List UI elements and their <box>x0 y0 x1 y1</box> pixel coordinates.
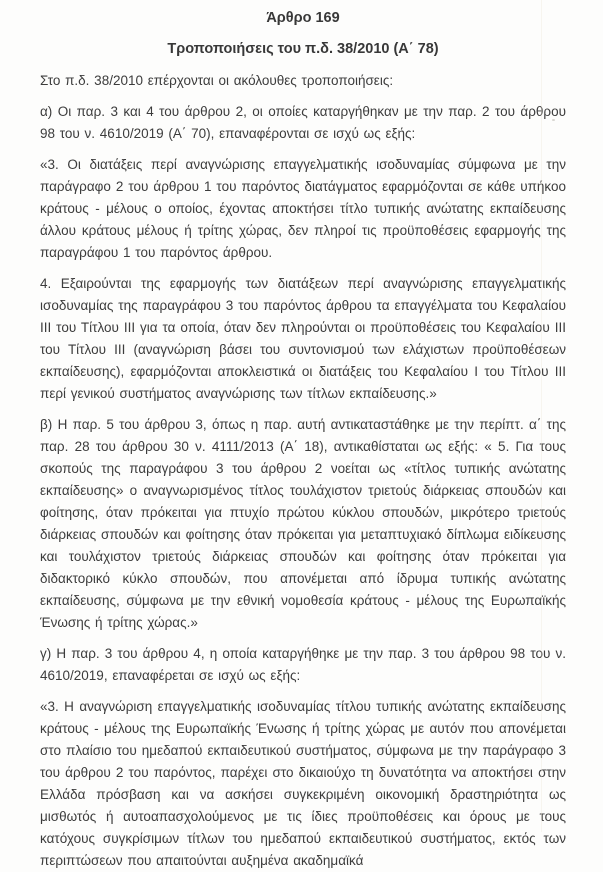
article-subtitle: Τροποποιήσεις του π.δ. 38/2010 (Α΄ 78) <box>167 41 439 57</box>
paragraph-item-a: α) Οι παρ. 3 και 4 του άρθρου 2, οι οποίες καταργήθηκαν με την παρ. 2 του άρθρου 98 του ν. 4610/2019 (Α΄ 70), επαναφέρονται σε ισχύ ως εξής: <box>40 104 566 141</box>
paragraph-quote-4: 4. Εξαιρούνται της εφαρμογής των διατάξεων περί αναγνώρισης επαγγελματικής ισοδυναμίας της παραγράφου 3 του παρόντος άρθρου τα επαγγέλματα του Κεφαλαίου III του Τίτλου III για τα οποία, όταν δεν πληρούνται οι προϋποθέσεις του Κεφαλαίου III του Τίτλου III (αναγνώριση βάσει του συντονισμού των ελάχιστων προϋποθέσεων εκπαίδευσης), εφαρμόζονται αποκλειστικά οι διατάξεις του Κεφαλαίου I του Τίτλου III περί γενικού συστήματος αναγνώρισης των τίτλων εκπαίδευσης.» <box>40 276 566 401</box>
scan-fold-line <box>541 0 542 832</box>
scan-artifact-dot <box>552 119 555 121</box>
paragraph-item-b: β) Η παρ. 5 του άρθρου 3, όπως η παρ. αυτή αντικαταστάθηκε με την περίπτ. α΄ της παρ. 28 του άρθρου 30 ν. 4111/2013 (Α΄ 18), αντικαθίσταται ως εξής: « 5. Για τους σκοπούς της παραγράφου 3 του άρθρου 2 νοείται ως «τίτλος τυπικής ανώτατης εκπαίδευσης» ο αναγνωρισμένος τίτλος τουλάχιστον τριετούς διάρκειας σπουδών και φοίτησης, όταν πρόκειται για πτυχίο πρώτου κύκλου σπουδών, μικρότερο τριετούς διάρκειας σπουδών και φοίτησης όταν πρόκειται για μεταπτυχιακό δίπλωμα ειδίκευσης και τουλάχιστον τριετούς διάρκειας σπουδών και φοίτησης όταν πρόκειται για διδακτορικό κύκλο σπουδών, που απονέμεται από ίδρυμα τυπικής ανώτατης εκπαίδευσης, σύμφωνα με την εθνική νομοθεσία κράτους - μέλους της Ευρωπαϊκής Ένωσης ή τρίτης χώρας.» <box>40 417 566 630</box>
paragraph-quote-3-final: «3. Η αναγνώριση επαγγελματικής ισοδυναμίας τίτλου τυπικής ανώτατης εκπαίδευσης κράτους - μέλους της Ευρωπαϊκής Ένωσης ή τρίτης χώρας με αυτόν που απονέμεται στο πλαίσιο του ημεδαπού εκπαιδευτικού συστήματος, σύμφωνα με την παράγραφο 3 του άρθρου 2 του παρόντος, παρέχει στο δικαιούχο τη δυνατότητα να αποκτήσει στην Ελλάδα πρόσβαση και να ασκήσει συγκεκριμένη οικονομική δραστηριότητα ως μισθωτός ή αυτοαπασχολούμενος με τις ίδιες προϋποθέσεις και όρους με τους κατόχους συγκρίσιμων τίτλων του ημεδαπού εκπαιδευτικού συστήματος, εκτός των περιπτώσεων που απαιτούνται αυξημένα ακαδημαϊκά <box>40 699 566 868</box>
paragraph-intro: Στο π.δ. 38/2010 επέρχονται οι ακόλουθες τροποποιήσεις: <box>40 73 394 88</box>
article-title: Άρθρο 169 <box>266 10 340 26</box>
paragraph-item-c: γ) Η παρ. 3 του άρθρου 4, η οποία καταργήθηκε με την παρ. 3 του άρθρου 98 του ν. 4610/2019, επαναφέρεται σε ισχύ ως εξής: <box>40 646 566 683</box>
paragraph-quote-3: «3. Οι διατάξεις περί αναγνώρισης επαγγελματικής ισοδυναμίας σύμφωνα με την παράγραφο 2 του άρθρου 1 του παρόντος διατάγματος εφαρμόζονται σε κάθε υπήκοο κράτους - μέλους ο οποίος, έχοντας αποκτήσει τίτλο τυπικής ανώτατης εκπαίδευσης άλλου κράτους μέλους ή τρίτης χώρας, δεν πληροί τις προϋποθέσεις εφαρμογής της παραγράφου 1 του παρόντος άρθρου. <box>40 157 566 260</box>
